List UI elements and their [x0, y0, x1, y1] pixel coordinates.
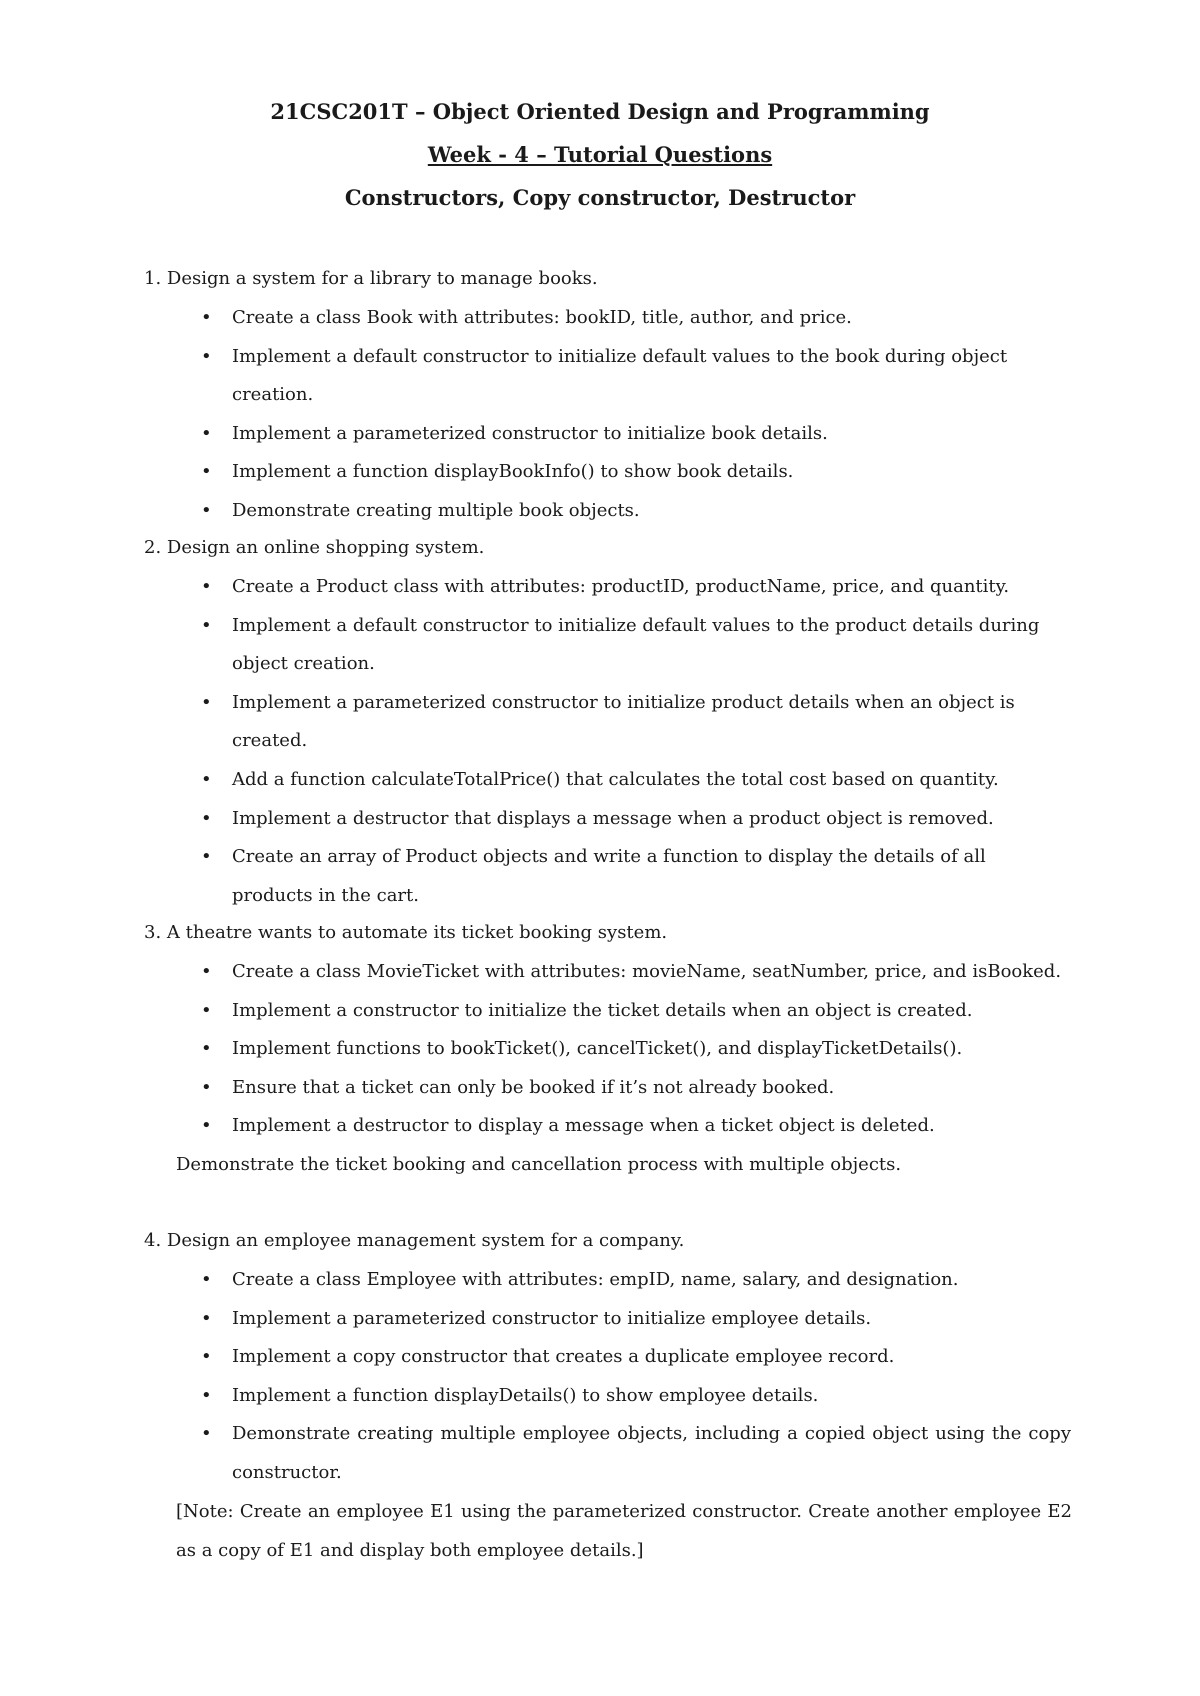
list-item: • Implement a default constructor to initialize default values to the book during object creation. [201, 338, 1071, 415]
bullet-icon: • [201, 1269, 212, 1290]
list-item: • Create an array of Product objects and write a function to display the details of all products in the cart. [201, 838, 1071, 915]
list-item: • Implement functions to bookTicket(), cancelTicket(), and displayTicketDetails(). [201, 1030, 1071, 1069]
bullet-icon: • [201, 1038, 212, 1060]
question-3-footnote: Demonstrate the ticket booking and cancellation process with multiple objects. [176, 1154, 902, 1175]
question-1-list [201, 299, 1071, 531]
bullet-icon: • [201, 768, 212, 790]
bullet-icon: • [201, 1384, 212, 1406]
bullet-icon: • [201, 1076, 212, 1098]
list-item: • Implement a parameterized constructor to initialize book details. [201, 415, 1071, 454]
document-title: 21CSC201T – Object Oriented Design and Programming [270, 99, 930, 124]
question-3-heading: 3. A theatre wants to automate its ticket booking system. [144, 922, 668, 943]
list-item: • Create a class MovieTicket with attributes: movieName, seatNumber, price, and isBooked. [201, 953, 1071, 992]
list-item: • Implement a function displayBookInfo() to show book details. [201, 453, 1071, 492]
list-item: • Implement a default constructor to initialize default values to the product details during object creation. [201, 607, 1071, 684]
question-1-heading: 1. Design a system for a library to manage books. [144, 268, 598, 289]
list-item: • Implement a copy constructor that creates a duplicate employee record. [201, 1338, 1071, 1377]
bullet-icon: • [201, 499, 212, 521]
bullet-icon: • [201, 807, 212, 829]
list-item: • Create a Product class with attributes: productID, productName, price, and quantity. [201, 568, 1071, 607]
bullet-icon: • [201, 576, 212, 597]
bullet-icon: • [201, 1307, 212, 1329]
list-item: • Demonstrate creating multiple book objects. [201, 492, 1071, 531]
topic-heading: Constructors, Copy constructor, Destructor [344, 185, 856, 210]
list-item: • Implement a parameterized constructor to initialize product details when an object is created. [201, 684, 1071, 761]
week-heading: Week - 4 – Tutorial Questions [427, 142, 773, 167]
list-item: • Implement a destructor to display a message when a ticket object is deleted. [201, 1107, 1071, 1146]
bullet-icon: • [201, 422, 212, 444]
list-item: • Create a class Employee with attributes: empID, name, salary, and designation. [201, 1261, 1071, 1300]
question-4-note: [Note: Create an employee E1 using the parameterized constructor. Create another employee E2 as a copy of E1 and display both employee details.] [176, 1501, 1072, 1561]
question-2-heading: 2. Design an online shopping system. [144, 537, 485, 558]
bullet-icon: • [201, 1346, 212, 1368]
list-item: • Ensure that a ticket can only be booked if it’s not already booked. [201, 1069, 1071, 1108]
bullet-icon: • [201, 1423, 212, 1445]
bullet-icon: • [201, 846, 212, 868]
bullet-icon: • [201, 614, 212, 636]
list-item: • Implement a function displayDetails() to show employee details. [201, 1377, 1071, 1416]
bullet-icon: • [201, 999, 212, 1021]
bullet-icon: • [201, 307, 212, 328]
list-item: • Create a class Book with attributes: bookID, title, author, and price. [201, 299, 1071, 338]
list-item: • Add a function calculateTotalPrice() that calculates the total cost based on quantity. [201, 761, 1071, 800]
question-3-list [201, 953, 1071, 1146]
question-2-list [201, 568, 1071, 915]
bullet-icon: • [201, 961, 212, 982]
question-4-list [201, 1261, 1071, 1493]
list-item: • Demonstrate creating multiple employee objects, including a copied object using the copy constructor. [201, 1415, 1071, 1492]
bullet-icon: • [201, 1115, 212, 1137]
list-item: • Implement a destructor that displays a message when a product object is removed. [201, 800, 1071, 839]
list-item: • Implement a constructor to initialize the ticket details when an object is created. [201, 992, 1071, 1031]
question-4-heading: 4. Design an employee management system for a company. [144, 1230, 685, 1251]
bullet-icon: • [201, 461, 212, 483]
list-item: • Implement a parameterized constructor to initialize employee details. [201, 1300, 1071, 1339]
bullet-icon: • [201, 691, 212, 713]
bullet-icon: • [201, 345, 212, 367]
